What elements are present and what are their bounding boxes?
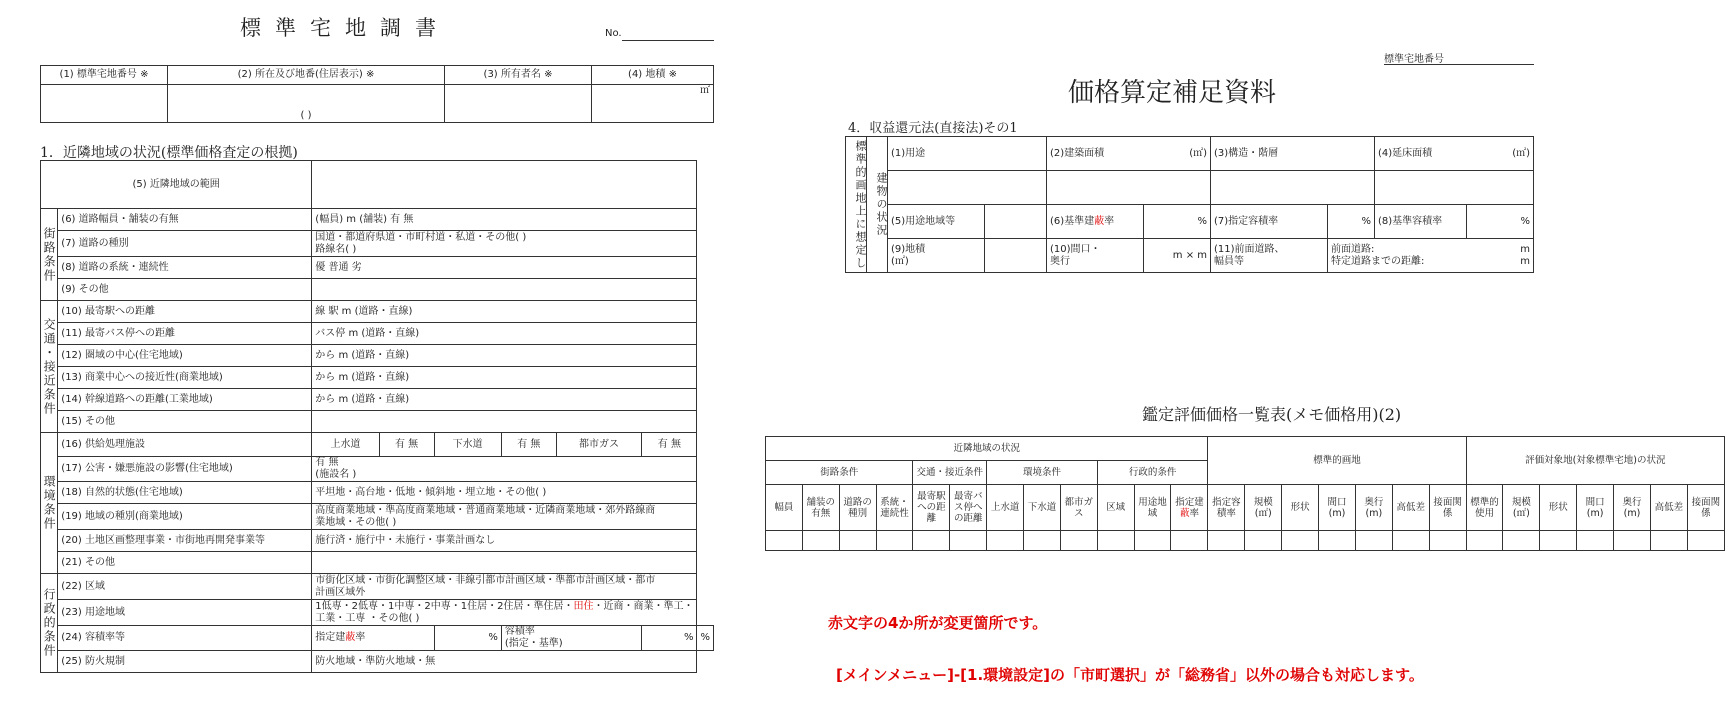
row15-value [312, 411, 697, 433]
row24-c3: 容積率 [504, 626, 535, 637]
row9-value [312, 279, 697, 301]
mid-env: 環境条件 [987, 461, 1098, 485]
row16-sewer-yn: 有 無 [501, 433, 556, 457]
col-width: 幅員 [766, 485, 803, 531]
col-sewer: 下水道 [1024, 485, 1061, 531]
row18-value: 平坦地・高台地・低地・傾斜地・埋立地・その他( ) [312, 482, 697, 504]
row6-value: (幅員) m (舗装) 有 無 [312, 209, 697, 231]
vert-label-2: 建物の状況 [867, 137, 888, 273]
row8-value: 優 普通 劣 [312, 257, 697, 279]
r3-road-values [1328, 239, 1534, 273]
r1b-2 [1047, 171, 1211, 205]
col-kenpei-a: 指定建 [1175, 496, 1204, 508]
mid-street: 街路条件 [766, 461, 913, 485]
row20-label: (20) 土地区画整理事業・市街地再開発事業等 [58, 530, 312, 552]
row24-c1a: 指定建 [315, 632, 346, 643]
row12-label: (12) 圏域の中心(住宅地域) [58, 345, 312, 367]
header-table [40, 65, 714, 123]
row24-c1b: 率 [355, 632, 366, 643]
empty-row-cell [766, 531, 803, 551]
r2-kenpei-b: 率 [1104, 215, 1115, 227]
row16-sewer: 下水道 [434, 433, 501, 457]
row10-value: 線 駅 m (道路・直線) [312, 301, 697, 323]
row25-label: (25) 防火規制 [58, 651, 312, 673]
r1-building-area [1047, 137, 1211, 171]
row7-value-1: 国道・都道府県道・市町村道・私道・その他( ) [315, 231, 527, 243]
col-std-depth: 奥行(m) [1355, 485, 1392, 531]
top-neighborhood: 近隣地域の状況 [766, 437, 1208, 461]
row11-label: (11) 最寄バス停への距離 [58, 323, 312, 345]
col-tgt-shape: 形状 [1540, 485, 1577, 531]
row13-value: から m (道路・直線) [312, 367, 697, 389]
std-no-line [1384, 64, 1534, 65]
row23-value [312, 600, 697, 626]
doc3-table-clip [765, 436, 1721, 551]
row24-pct-3: % [697, 626, 714, 651]
top-standard-lot: 標準的画地 [1208, 437, 1466, 485]
menu-note: [メインメニュー]-[1.環境設定]の「市町選択」が「総務省」以外の場合も対応します。 [836, 666, 1424, 684]
col-owner: (3) 所有者名 ※ [445, 66, 592, 85]
col-address: (2) 所在及び地番(住居表示) ※ [168, 66, 445, 85]
doc1-no-line [622, 40, 714, 41]
row25-value: 防火地域・準防火地域・無 [312, 651, 697, 673]
cell-area-unit: ㎡ [592, 85, 714, 123]
col-std-no: (1) 標準宅地番号 ※ [41, 66, 168, 85]
row13-label: (13) 商業中心への接近性(商業地域) [58, 367, 312, 389]
row24-c1-red: 蔽 [345, 632, 356, 643]
row18-label: (18) 自然的状態(住宅地域) [58, 482, 312, 504]
row16-water: 上水道 [312, 433, 379, 457]
r1-floor-area-label: (4)延床面積 [1378, 147, 1433, 159]
col-kenpei-red: 蔽 [1179, 507, 1190, 519]
mid-admin: 行政的条件 [1097, 461, 1208, 485]
r3-frontage [1047, 239, 1144, 273]
mid-traffic: 交通・接近条件 [913, 461, 987, 485]
cell-std-no [41, 85, 168, 123]
row19-value [312, 504, 697, 530]
col-tgt-depth: 奥行(m) [1614, 485, 1651, 531]
r3-road [1211, 239, 1328, 273]
row9-label: (9) その他 [58, 279, 312, 301]
r2-kenpei-red: 蔽 [1094, 215, 1105, 227]
row24-label: (24) 容積率等 [58, 626, 312, 651]
row16-gas-yn: 有 無 [642, 433, 697, 457]
group-traffic: 交通・接近条件 [41, 301, 58, 433]
row23-value-a: 1低専・2低専・1中専・2中専・1住居・2住居・準住居・ [315, 600, 574, 612]
col-std-frontage-rel: 接面関係 [1429, 485, 1466, 531]
row23-value-2: 工業・工専 ・その他( ) [315, 612, 420, 624]
row21-label: (21) その他 [58, 552, 312, 574]
row5-value [312, 161, 697, 209]
doc1-title: 標準宅地調書 [240, 16, 450, 40]
r1-use: (1)用途 [888, 137, 1047, 171]
r2-kenpei [1047, 205, 1144, 239]
row22-value-2: 計画区域外 [315, 586, 366, 598]
section1-heading: 1．近隣地域の状況(標準価格査定の根拠) [40, 145, 298, 161]
row22-value-1: 市街化区域・市街化調整区域・非線引都市計画区域・準都市計画区域・都市 [315, 574, 656, 586]
group-street: 街路条件 [41, 209, 58, 301]
col-far: 指定容積率 [1208, 485, 1245, 531]
r2-designated-far-pct: % [1328, 205, 1375, 239]
r2-kenpei-a: (6)基準建 [1050, 215, 1095, 227]
r1-floor-area [1375, 137, 1534, 171]
vert-label-1: 標準的画地上に想定し [846, 137, 867, 273]
row19-label: (19) 地域の種別(商業地域) [58, 504, 312, 530]
row23-value-1 [315, 601, 693, 613]
row12-value: から m (道路・直線) [312, 345, 697, 367]
r3-land-area-label: (9)地積 [891, 243, 926, 255]
group-env: 環境条件 [41, 433, 58, 574]
row16-gas: 都市ガス [556, 433, 642, 457]
col-kenpei [1171, 485, 1208, 531]
doc2-subtitle: 4．収益還元法(直接法)その1 [848, 121, 1018, 136]
doc1-no-label: No. [605, 28, 622, 39]
income-table [845, 136, 1534, 273]
col-std-height: 高低差 [1392, 485, 1429, 531]
row10-label: (10) 最寄駅への距離 [58, 301, 312, 323]
neighborhood-table [40, 160, 714, 673]
r2-zoning-value [985, 205, 1047, 239]
row7-value [312, 231, 697, 257]
col-paved: 舗装の有無 [802, 485, 839, 531]
row14-label: (14) 幹線道路への距離(工業地域) [58, 389, 312, 411]
r1-floor-area-unit: (㎡) [1512, 147, 1530, 159]
r1b-1 [888, 171, 1047, 205]
col-gas: 都市ガス [1060, 485, 1097, 531]
row6-label: (6) 道路幅員・舗装の有無 [58, 209, 312, 231]
r1-building-area-unit: (㎡) [1189, 147, 1207, 159]
group-admin: 行政的条件 [41, 574, 58, 673]
r3-special-road-unit: m [1520, 255, 1530, 267]
appraisal-table [765, 436, 1725, 551]
col-station: 最寄駅への距離 [913, 485, 950, 531]
row22-value [312, 574, 697, 600]
col-bus-stop: 最寄バス停への距離 [950, 485, 987, 531]
r3-frontage-label: (10)間口・ [1050, 243, 1101, 255]
col-std-scale: 規模(㎡) [1245, 485, 1282, 531]
cell-owner [445, 85, 592, 123]
row17-value [312, 457, 697, 482]
col-water: 上水道 [987, 485, 1024, 531]
cell-address: ( ) [168, 85, 445, 123]
row16-water-yn: 有 無 [379, 433, 434, 457]
r1-building-area-label: (2)建築面積 [1050, 147, 1105, 159]
r3-special-road: 特定道路までの距離: [1331, 255, 1425, 267]
col-road-type: 道路の種別 [839, 485, 876, 531]
row24-yoseki-label [501, 626, 641, 651]
row23-value-red: 田住 [573, 600, 594, 612]
col-std-frontage: 間口(m) [1319, 485, 1356, 531]
col-std-shape: 形状 [1282, 485, 1319, 531]
row24-yoseki-pct: % [642, 626, 697, 651]
row24-kenpei-pct: % [434, 626, 501, 651]
col-tgt-frontage-rel: 接面関係 [1687, 485, 1724, 531]
col-std-use: 標準的使用 [1466, 485, 1503, 531]
row11-value: バス停 m (道路・直線) [312, 323, 697, 345]
row19-value-1: 高度商業地域・準高度商業地域・普通商業地域・近隣商業地域・郊外路線商 [315, 504, 656, 516]
r1-structure: (3)構造・階層 [1211, 137, 1375, 171]
col-tgt-height: 高低差 [1650, 485, 1687, 531]
row7-value-2: 路線名( ) [315, 243, 357, 255]
row24-kenpei-label [312, 626, 434, 651]
row23-label: (23) 用途地域 [58, 600, 312, 626]
col-area: (4) 地積 ※ [592, 66, 714, 85]
r1b-4 [1375, 171, 1534, 205]
row5-label: (5) 近隣地域の範囲 [41, 161, 312, 209]
doc2-title: 価格算定補足資料 [1068, 78, 1277, 108]
doc3-title: 鑑定評価価格一覧表(メモ価格用)(2) [1142, 405, 1402, 424]
row15-label: (15) その他 [58, 411, 312, 433]
top-target-lot: 評価対象地(対象標準宅地)の状況 [1466, 437, 1724, 485]
row17-value-1: 有 無 [315, 457, 339, 468]
row17-label: (17) 公害・嫌悪施設の影響(住宅地域) [58, 457, 312, 482]
r3-road-label: (11)前面道路、 [1214, 243, 1285, 255]
r2-base-far-pct: % [1467, 205, 1534, 239]
r2-base-far: (8)基準容積率 [1375, 205, 1467, 239]
row7-label: (7) 道路の種別 [58, 231, 312, 257]
r2-kenpei-pct: % [1144, 205, 1211, 239]
row17-value-2: (施設名 ) [315, 469, 357, 480]
row14-value: から m (道路・直線) [312, 389, 697, 411]
col-continuity: 系統・連続性 [876, 485, 913, 531]
r3-land-area [888, 239, 985, 273]
r3-road-width-label: 幅員等 [1214, 255, 1244, 267]
r1b-3 [1211, 171, 1375, 205]
row20-value: 施行済・施行中・未施行・事業計画なし [312, 530, 697, 552]
r2-designated-far: (7)指定容積率 [1211, 205, 1328, 239]
std-no-label: 標準宅地番号 [1384, 54, 1444, 65]
col-kenpei-b: 率 [1189, 507, 1199, 519]
row21-value [312, 552, 697, 574]
doc2-table-clip [845, 136, 1535, 273]
col-zoning: 用途地域 [1134, 485, 1171, 531]
r3-frontage-value: m × m [1144, 239, 1211, 273]
row22-label: (22) 区域 [58, 574, 312, 600]
row16-label: (16) 供給処理施設 [58, 433, 312, 457]
r3-depth-label: 奥行 [1050, 255, 1070, 267]
row24-c3b: (指定・基準) [504, 638, 563, 649]
row19-value-2: 業地域・その他( ) [315, 516, 397, 528]
row23-value-b: ・近商・商業・準工・ [593, 600, 694, 612]
col-tgt-scale: 規模(㎡) [1503, 485, 1540, 531]
r3-land-area-value [985, 239, 1047, 273]
r3-front-road: 前面道路: [1331, 243, 1375, 255]
row8-label: (8) 道路の系統・連続性 [58, 257, 312, 279]
r3-front-road-unit: m [1520, 243, 1530, 255]
r3-land-area-unit: (㎡) [891, 255, 909, 267]
col-district: 区域 [1097, 485, 1134, 531]
r2-zoning: (5)用途地域等 [888, 205, 985, 239]
change-note: 赤文字の4か所が変更箇所です。 [828, 614, 1048, 632]
col-tgt-frontage: 間口(m) [1577, 485, 1614, 531]
